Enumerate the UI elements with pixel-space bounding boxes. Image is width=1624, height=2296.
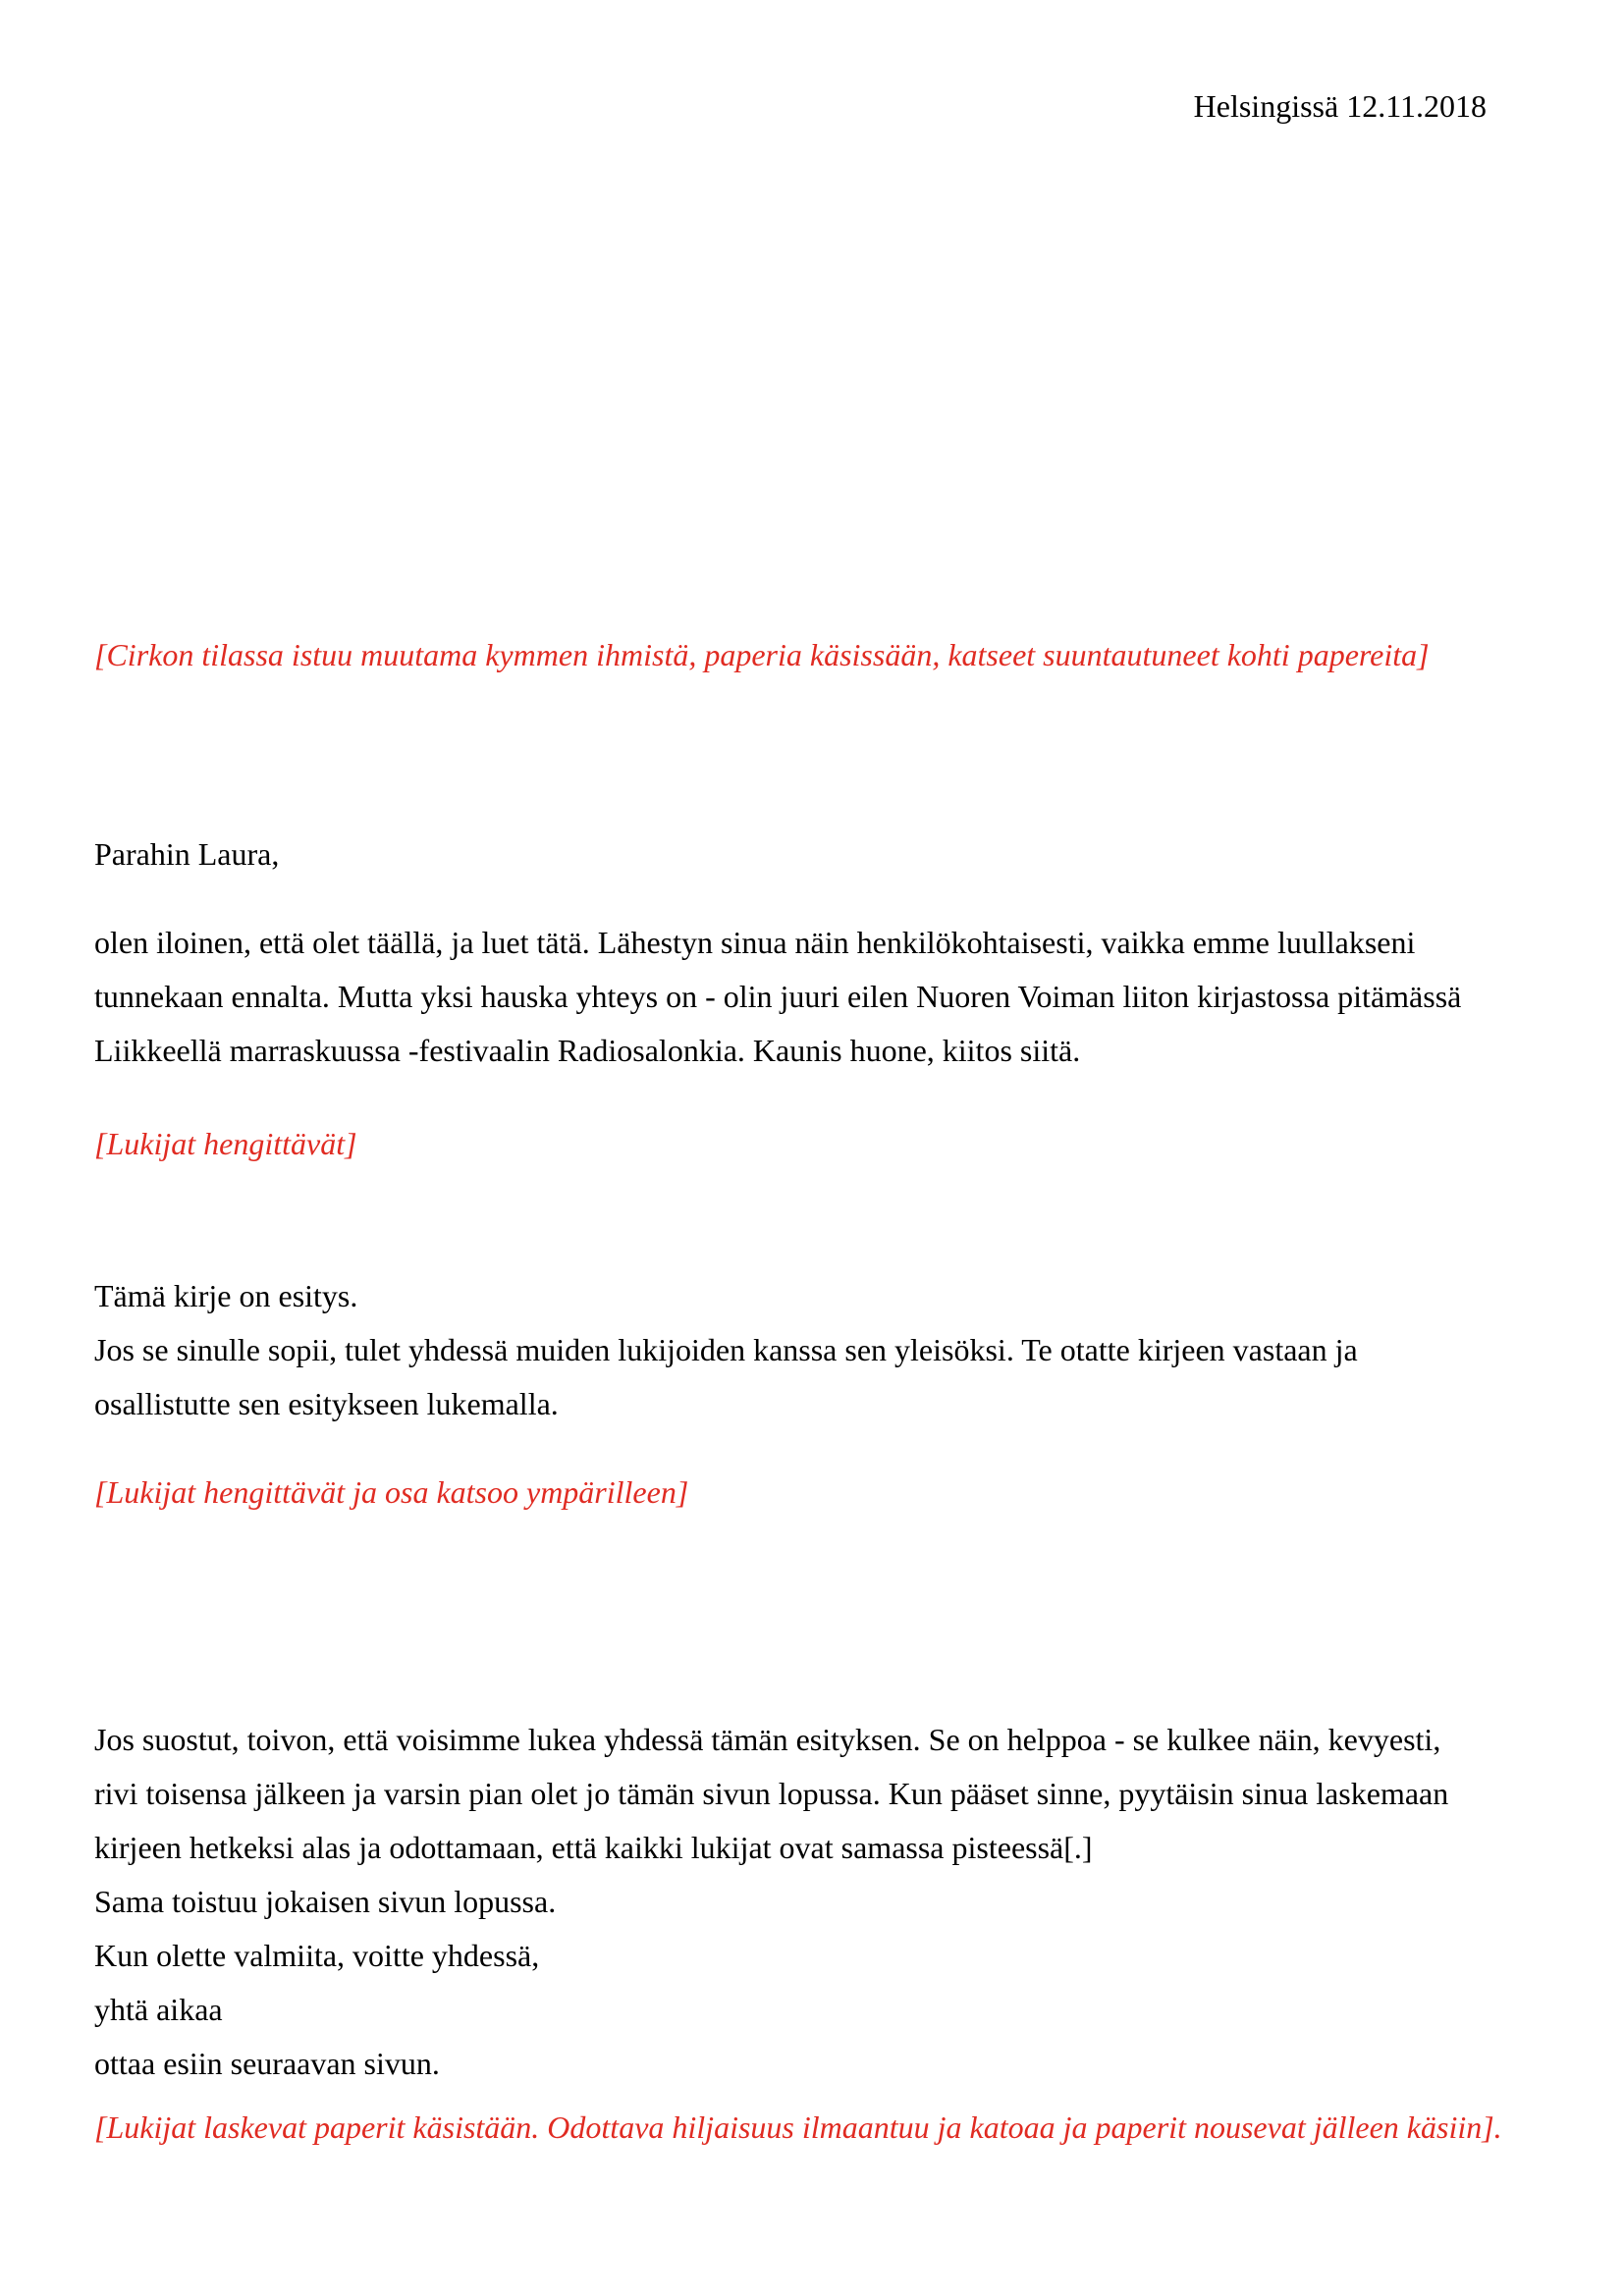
dateline: Helsingissä 12.11.2018: [1193, 88, 1487, 124]
paragraph-line: yhtä aikaa: [94, 1992, 223, 2027]
stage-direction-text: [Lukijat hengittävät]: [94, 1126, 357, 1161]
salutation-text: Parahin Laura,: [94, 836, 280, 872]
paragraph-line: osallistutte sen esitykseen lukemalla.: [94, 1386, 559, 1421]
paragraph-line: Kun olette valmiita, voitte yhdessä,: [94, 1938, 540, 1973]
stage-direction-closing: [94, 2101, 1502, 2155]
paragraph-line: olen iloinen, että olet täällä, ja luet tätä. Lähestyn sinua näin henkilökohtaisesti, vaikka emme luullakseni: [94, 925, 1416, 960]
stage-direction-breath: [94, 1117, 357, 1171]
paragraph-line: tunnekaan ennalta. Mutta yksi hauska yhteys on - olin juuri eilen Nuoren Voiman liiton kirjastossa pitämässä: [94, 979, 1462, 1014]
stage-direction-opening: [94, 628, 1430, 682]
paragraph-line: rivi toisensa jälkeen ja varsin pian olet jo tämän sivun lopussa. Kun pääset sinne, pyytäisin sinua laskemaan: [94, 1776, 1449, 1811]
stage-direction-text: [Lukijat laskevat paperit käsistään. Odottava hiljaisuus ilmaantuu ja katoaa ja paperit nousevat jälleen käsiin].: [94, 2109, 1502, 2145]
paragraph-line: Jos se sinulle sopii, tulet yhdessä muiden lukijoiden kanssa sen yleisöksi. Te otatte kirjeen vastaan ja: [94, 1332, 1358, 1367]
paragraph-line: Liikkeellä marraskuussa -festivaalin Radiosalonkia. Kaunis huone, kiitos siitä.: [94, 1033, 1081, 1068]
paragraph-line: Sama toistuu jokaisen sivun lopussa.: [94, 1884, 557, 1919]
paragraph-line: ottaa esiin seuraavan sivun.: [94, 2046, 440, 2081]
salutation: [94, 828, 279, 881]
paragraph-2: [94, 1269, 1358, 1431]
paragraph-line: Tämä kirje on esitys.: [94, 1278, 358, 1313]
paragraph-line: Jos suostut, toivon, että voisimme lukea yhdessä tämän esityksen. Se on helppoa - se kulkee näin, kevyesti,: [94, 1722, 1441, 1757]
paragraph-1: [94, 916, 1461, 1078]
paragraph-line: kirjeen hetkeksi alas ja odottamaan, että kaikki lukijat ovat samassa pisteessä[.]: [94, 1830, 1093, 1865]
stage-direction-text: [Lukijat hengittävät ja osa katsoo ympärilleen]: [94, 1474, 689, 1510]
stage-direction-text: [Cirkon tilassa istuu muutama kymmen ihmistä, paperia käsissään, katseet suuntautuneet kohti papereita]: [94, 637, 1430, 672]
paragraph-3: [94, 1713, 1448, 2091]
stage-direction-breath-and-look: [94, 1466, 688, 1520]
